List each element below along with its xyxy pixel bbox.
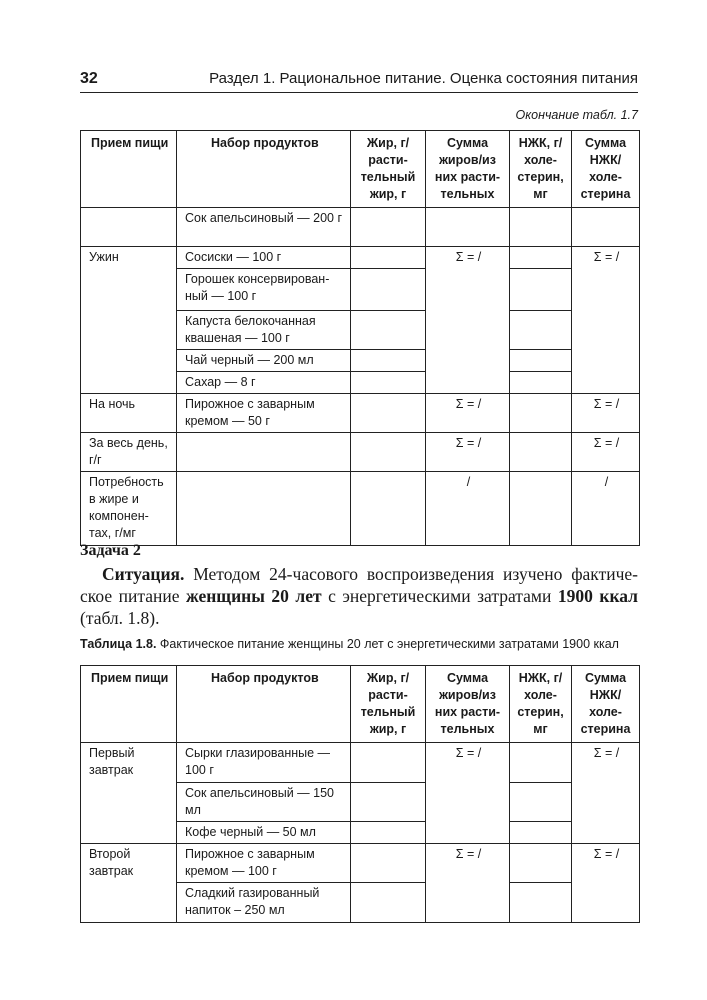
product-cell: Пирожное с заварным кремом — 50 г: [177, 394, 351, 433]
nzhk-sum-cell[interactable]: /: [572, 472, 640, 546]
table-row: [81, 372, 640, 394]
col-header-nzhk: НЖК, г/холе-стерин, мг: [510, 131, 572, 208]
table-row: [81, 269, 640, 311]
fat-input-cell[interactable]: [351, 350, 426, 372]
fat-input-cell[interactable]: [351, 783, 426, 822]
nzhk-input-cell[interactable]: [510, 311, 572, 350]
product-cell: Сок апельсиновый — 150 мл: [177, 783, 351, 822]
fat-input-cell[interactable]: [351, 883, 426, 923]
fat-sum-cell[interactable]: Σ = /: [426, 743, 510, 844]
nzhk-input-cell[interactable]: [510, 844, 572, 883]
fat-sum-cell[interactable]: Σ = /: [426, 844, 510, 923]
table-1-8-caption: [80, 637, 619, 651]
fat-input-cell[interactable]: [351, 844, 426, 883]
nzhk-input-cell[interactable]: [510, 883, 572, 923]
meal-cell: [81, 372, 177, 394]
nzhk-input-cell[interactable]: [510, 472, 572, 546]
table-row: [81, 472, 640, 546]
col-header-meal: Прием пищи: [81, 131, 177, 208]
meal-cell: Ужин: [81, 247, 177, 269]
table-1-8: [80, 665, 640, 923]
product-cell: Сосиски — 100 г: [177, 247, 351, 269]
meal-cell: [81, 269, 177, 311]
meal-cell: Второй завтрак: [81, 844, 177, 923]
nzhk-input-cell[interactable]: [510, 394, 572, 433]
product-cell: Кофе черный — 50 мл: [177, 822, 351, 844]
product-cell: Сладкий газированный напиток – 250 мл: [177, 883, 351, 923]
col-header-nzhk-sum: Сумма НЖК/ холе-стерина: [572, 666, 640, 743]
situation-label: Ситуация.: [102, 564, 185, 584]
caption-label: Таблица 1.8.: [80, 637, 157, 651]
product-cell: Горошек консервирован-ный — 100 г: [177, 269, 351, 311]
header-divider: [80, 92, 638, 93]
fat-input-cell[interactable]: [351, 433, 426, 472]
fat-input-cell[interactable]: [351, 269, 426, 311]
nzhk-input-cell[interactable]: [510, 208, 572, 247]
table-header-row: [81, 666, 640, 743]
table-row: [81, 394, 640, 433]
meal-cell: Потребность в жире и компонен-тах, г/мг: [81, 472, 177, 546]
fat-sum-cell[interactable]: Σ = /: [426, 433, 510, 472]
task-situation-paragraph: [80, 563, 638, 629]
table-row: [81, 247, 640, 269]
meal-cell: [81, 311, 177, 350]
product-cell: Сырки глазированные — 100 г: [177, 743, 351, 783]
situation-energy: 1900 ккал: [557, 586, 638, 606]
table-row: [81, 350, 640, 372]
col-header-nzhk-sum: Сумма НЖК/ холе-стерина: [572, 131, 640, 208]
product-cell: Капуста белокочанная квашеная — 100 г: [177, 311, 351, 350]
table-row: [81, 743, 640, 783]
nzhk-input-cell[interactable]: [510, 822, 572, 844]
fat-sum-cell[interactable]: Σ = /: [426, 247, 510, 394]
col-header-products: Набор продуктов: [177, 666, 351, 743]
fat-input-cell[interactable]: [351, 372, 426, 394]
nzhk-sum-cell[interactable]: Σ = /: [572, 844, 640, 923]
product-cell: [177, 433, 351, 472]
meal-cell: Первый завтрак: [81, 743, 177, 844]
nzhk-input-cell[interactable]: [510, 247, 572, 269]
running-header-title: Раздел 1. Рациональное питание. Оценка состояния питания: [209, 70, 638, 87]
fat-input-cell[interactable]: [351, 394, 426, 433]
caption-text: Фактическое питание женщины 20 лет с энергетическими затратами 1900 ккал: [156, 637, 619, 651]
nzhk-sum-cell[interactable]: Σ = /: [572, 433, 640, 472]
nzhk-sum-cell[interactable]: Σ = /: [572, 247, 640, 394]
task-title: Задача 2: [80, 542, 141, 559]
meal-cell: [81, 350, 177, 372]
col-header-products: Набор продуктов: [177, 131, 351, 208]
nzhk-sum-cell[interactable]: Σ = /: [572, 394, 640, 433]
nzhk-input-cell[interactable]: [510, 350, 572, 372]
col-header-meal: Прием пищи: [81, 666, 177, 743]
fat-input-cell[interactable]: [351, 743, 426, 783]
page-number: 32: [80, 70, 98, 87]
fat-sum-cell[interactable]: /: [426, 472, 510, 546]
product-cell: Сок апельсиновый — 200 г: [177, 208, 351, 247]
product-cell: Пирожное с заварным кремом — 100 г: [177, 844, 351, 883]
fat-input-cell[interactable]: [351, 247, 426, 269]
col-header-fat-sum: Сумма жиров/из них расти-тельных: [426, 666, 510, 743]
table-row: [81, 844, 640, 883]
situation-text: Методом 24-часового воспроизведения изучено фактиче-ское питание: [80, 564, 638, 606]
fat-sum-cell[interactable]: [426, 208, 510, 247]
table-row: [81, 311, 640, 350]
product-cell: Чай черный — 200 мл: [177, 350, 351, 372]
situation-text: с энергетическими затратами: [321, 586, 558, 606]
nzhk-input-cell[interactable]: [510, 783, 572, 822]
product-cell: [177, 472, 351, 546]
table-1-caption: Окончание табл. 1.7: [515, 108, 638, 122]
col-header-nzhk: НЖК, г/холе-стерин, мг: [510, 666, 572, 743]
table-header-row: [81, 131, 640, 208]
col-header-fat: Жир, г/расти-тельный жир, г: [351, 131, 426, 208]
situation-subject: женщины 20 лет: [186, 586, 322, 606]
nzhk-input-cell[interactable]: [510, 743, 572, 783]
table-row: [81, 208, 640, 247]
fat-sum-cell[interactable]: Σ = /: [426, 394, 510, 433]
fat-input-cell[interactable]: [351, 311, 426, 350]
fat-input-cell[interactable]: [351, 472, 426, 546]
meal-cell: За весь день, г/г: [81, 433, 177, 472]
product-cell: Сахар — 8 г: [177, 372, 351, 394]
fat-input-cell[interactable]: [351, 208, 426, 247]
nzhk-sum-cell[interactable]: [572, 208, 640, 247]
fat-input-cell[interactable]: [351, 822, 426, 844]
col-header-fat: Жир, г/расти-тельный жир, г: [351, 666, 426, 743]
situation-text: (табл. 1.8).: [80, 608, 160, 628]
meal-cell: На ночь: [81, 394, 177, 433]
table-1-7-end: [80, 130, 640, 546]
nzhk-sum-cell[interactable]: Σ = /: [572, 743, 640, 844]
col-header-fat-sum: Сумма жиров/из них расти-тельных: [426, 131, 510, 208]
nzhk-input-cell[interactable]: [510, 269, 572, 311]
table-row: [81, 433, 640, 472]
nzhk-input-cell[interactable]: [510, 433, 572, 472]
meal-cell: [81, 208, 177, 247]
nzhk-input-cell[interactable]: [510, 372, 572, 394]
